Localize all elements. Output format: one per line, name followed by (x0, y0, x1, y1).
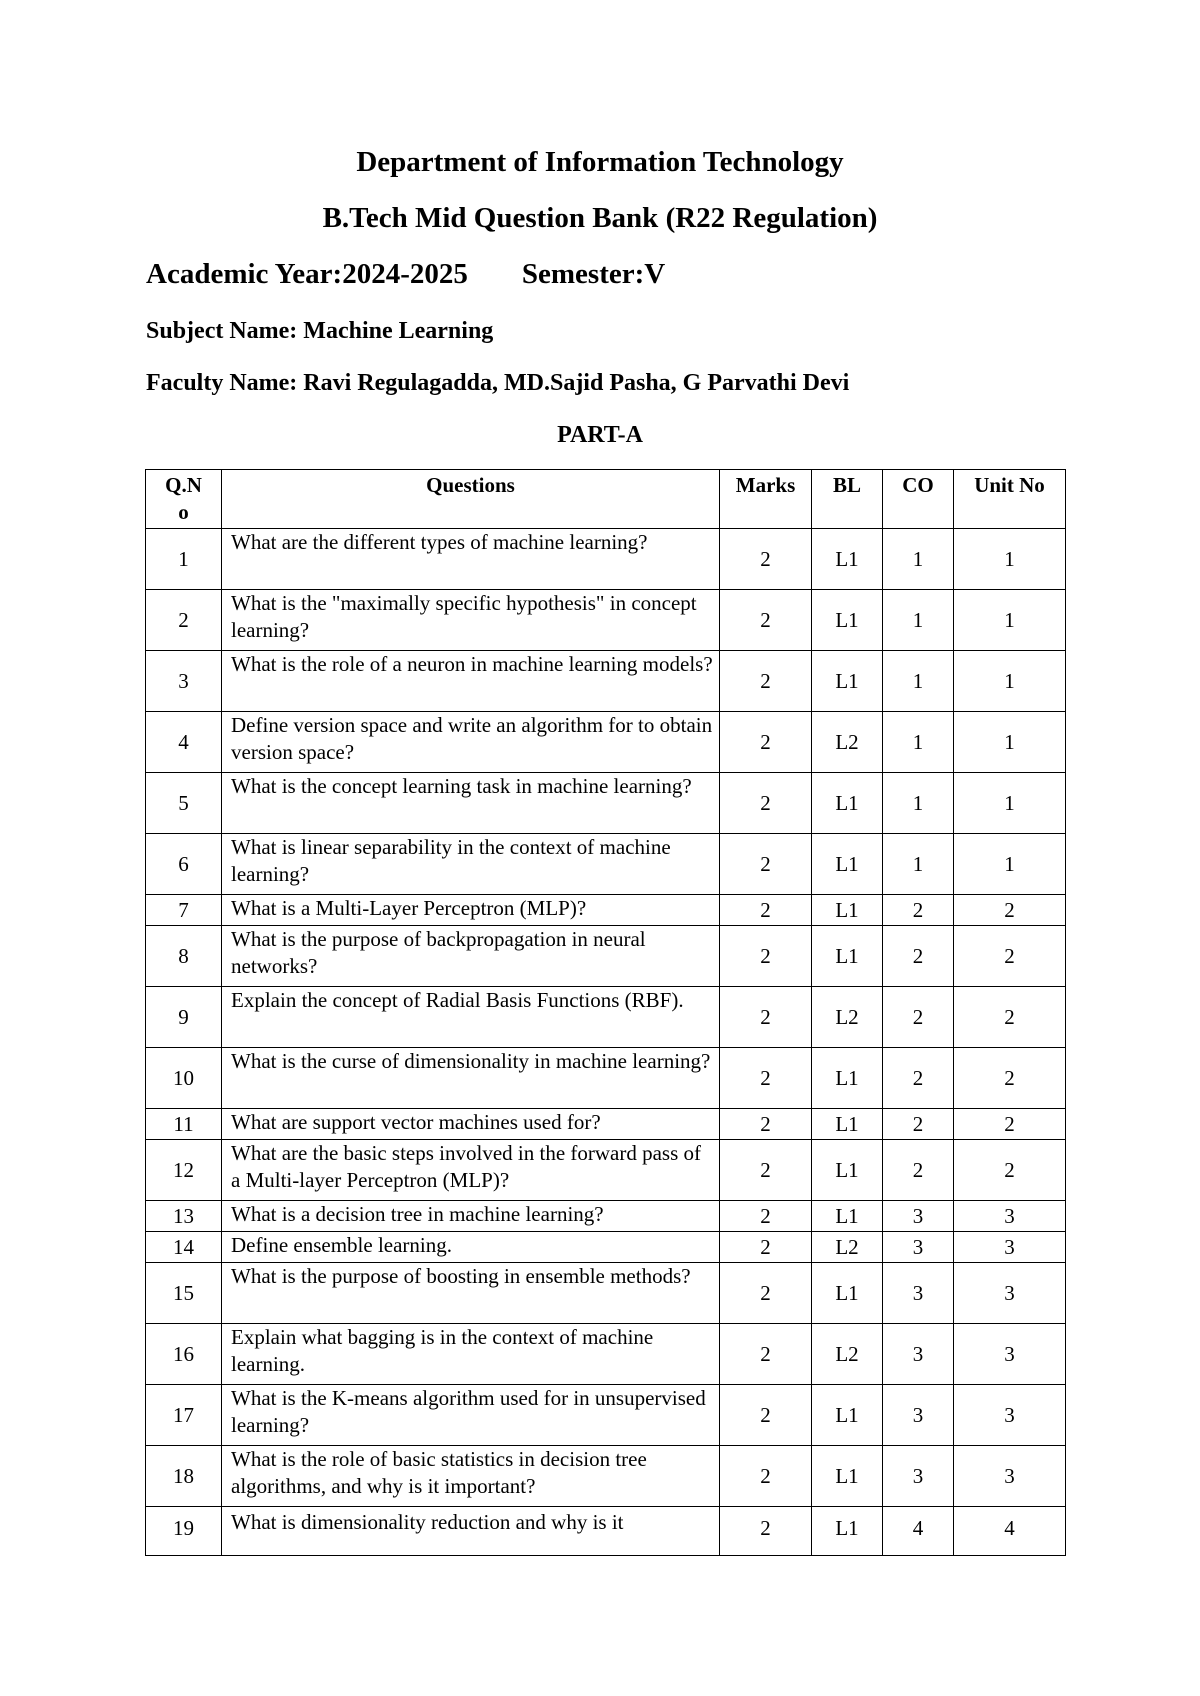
cell-question: Define version space and write an algorithm for to obtain version space? (222, 712, 720, 773)
cell-co: 2 (883, 987, 954, 1048)
table-row (146, 895, 1066, 926)
cell-qno: 4 (146, 712, 222, 773)
cell-bl: L1 (812, 1263, 883, 1324)
cell-question: What is linear separability in the context of machine learning? (222, 834, 720, 895)
cell-question: Define ensemble learning. (222, 1232, 720, 1263)
cell-qno: 16 (146, 1324, 222, 1385)
table-row (146, 1507, 1066, 1556)
cell-marks: 2 (720, 529, 812, 590)
cell-bl: L1 (812, 1109, 883, 1140)
cell-unit-no: 1 (954, 590, 1066, 651)
cell-qno: 3 (146, 651, 222, 712)
cell-marks: 2 (720, 1140, 812, 1201)
table-row (146, 926, 1066, 987)
table-row (146, 1446, 1066, 1507)
subject-name: Subject Name: Machine Learning (146, 318, 494, 344)
cell-marks: 2 (720, 712, 812, 773)
cell-bl: L1 (812, 895, 883, 926)
cell-question: What is the purpose of boosting in ensemble methods? (222, 1263, 720, 1324)
cell-co: 1 (883, 529, 954, 590)
cell-unit-no: 1 (954, 529, 1066, 590)
cell-co: 3 (883, 1324, 954, 1385)
cell-question: What are the basic steps involved in the forward pass of a Multi-layer Perceptron (MLP)? (222, 1140, 720, 1201)
cell-bl: L1 (812, 773, 883, 834)
cell-co: 3 (883, 1263, 954, 1324)
cell-unit-no: 2 (954, 895, 1066, 926)
table-body (146, 529, 1066, 1556)
table-row (146, 590, 1066, 651)
cell-bl: L2 (812, 987, 883, 1048)
cell-qno: 9 (146, 987, 222, 1048)
cell-qno: 18 (146, 1446, 222, 1507)
cell-question: What are support vector machines used for? (222, 1109, 720, 1140)
cell-question: What is the "maximally specific hypothesis" in concept learning? (222, 590, 720, 651)
cell-marks: 2 (720, 1324, 812, 1385)
cell-question: What is the K-means algorithm used for in unsupervised learning? (222, 1385, 720, 1446)
cell-marks: 2 (720, 895, 812, 926)
cell-unit-no: 3 (954, 1263, 1066, 1324)
cell-marks: 2 (720, 1263, 812, 1324)
cell-unit-no: 1 (954, 773, 1066, 834)
cell-question: What is the concept learning task in machine learning? (222, 773, 720, 834)
cell-question: What is a decision tree in machine learning? (222, 1201, 720, 1232)
cell-unit-no: 2 (954, 1140, 1066, 1201)
table-row (146, 1385, 1066, 1446)
cell-qno: 15 (146, 1263, 222, 1324)
table-row (146, 1048, 1066, 1109)
cell-question: What is the curse of dimensionality in machine learning? (222, 1048, 720, 1109)
department-title: Department of Information Technology (356, 146, 844, 178)
cell-bl: L1 (812, 1507, 883, 1556)
cell-unit-no: 3 (954, 1385, 1066, 1446)
cell-bl: L1 (812, 834, 883, 895)
cell-bl: L1 (812, 1048, 883, 1109)
table-row (146, 1324, 1066, 1385)
part-heading: PART-A (557, 422, 643, 448)
cell-marks: 2 (720, 1446, 812, 1507)
cell-marks: 2 (720, 1385, 812, 1446)
cell-marks: 2 (720, 1048, 812, 1109)
cell-co: 4 (883, 1507, 954, 1556)
cell-marks: 2 (720, 987, 812, 1048)
cell-qno: 11 (146, 1109, 222, 1140)
cell-bl: L1 (812, 651, 883, 712)
cell-qno: 13 (146, 1201, 222, 1232)
cell-co: 1 (883, 773, 954, 834)
semester: Semester:V (521, 258, 666, 290)
cell-question: Explain what bagging is in the context of machine learning. (222, 1324, 720, 1385)
cell-co: 2 (883, 895, 954, 926)
table-row (146, 834, 1066, 895)
cell-co: 2 (883, 1109, 954, 1140)
cell-bl: L2 (812, 1232, 883, 1263)
cell-qno: 8 (146, 926, 222, 987)
cell-co: 3 (883, 1385, 954, 1446)
academic-info (146, 258, 665, 291)
cell-marks: 2 (720, 926, 812, 987)
table-row (146, 1232, 1066, 1263)
academic-year: Academic Year:2024-2025 (146, 258, 468, 290)
table-row (146, 1201, 1066, 1232)
cell-marks: 2 (720, 1232, 812, 1263)
cell-marks: 2 (720, 1109, 812, 1140)
table-header-row (146, 470, 1066, 529)
table-row (146, 712, 1066, 773)
cell-marks: 2 (720, 1201, 812, 1232)
cell-marks: 2 (720, 834, 812, 895)
cell-co: 3 (883, 1232, 954, 1263)
cell-unit-no: 3 (954, 1232, 1066, 1263)
cell-bl: L2 (812, 1324, 883, 1385)
cell-bl: L1 (812, 1385, 883, 1446)
cell-co: 1 (883, 834, 954, 895)
cell-unit-no: 2 (954, 1048, 1066, 1109)
cell-marks: 2 (720, 1507, 812, 1556)
cell-bl: L1 (812, 1201, 883, 1232)
cell-unit-no: 1 (954, 712, 1066, 773)
cell-marks: 2 (720, 773, 812, 834)
cell-qno: 1 (146, 529, 222, 590)
question-bank-title: B.Tech Mid Question Bank (R22 Regulation) (322, 202, 878, 234)
header-bl: BL (812, 470, 883, 529)
table-row (146, 651, 1066, 712)
cell-qno: 7 (146, 895, 222, 926)
cell-co: 2 (883, 926, 954, 987)
table-row (146, 529, 1066, 590)
cell-question: What is the purpose of backpropagation in neural networks? (222, 926, 720, 987)
cell-qno: 14 (146, 1232, 222, 1263)
cell-qno: 5 (146, 773, 222, 834)
header-marks: Marks (720, 470, 812, 529)
cell-qno: 19 (146, 1507, 222, 1556)
table-row (146, 1109, 1066, 1140)
table-row (146, 1263, 1066, 1324)
cell-qno: 10 (146, 1048, 222, 1109)
cell-question: What is dimensionality reduction and why is it (222, 1507, 720, 1556)
cell-unit-no: 1 (954, 651, 1066, 712)
cell-unit-no: 1 (954, 834, 1066, 895)
cell-question: What is a Multi-Layer Perceptron (MLP)? (222, 895, 720, 926)
cell-question: What is the role of a neuron in machine learning models? (222, 651, 720, 712)
cell-co: 1 (883, 712, 954, 773)
cell-bl: L1 (812, 590, 883, 651)
cell-co: 1 (883, 651, 954, 712)
cell-marks: 2 (720, 651, 812, 712)
cell-bl: L1 (812, 529, 883, 590)
cell-unit-no: 2 (954, 987, 1066, 1048)
table-row (146, 773, 1066, 834)
cell-unit-no: 2 (954, 1109, 1066, 1140)
cell-co: 1 (883, 590, 954, 651)
cell-bl: L2 (812, 712, 883, 773)
cell-bl: L1 (812, 1446, 883, 1507)
cell-bl: L1 (812, 926, 883, 987)
cell-bl: L1 (812, 1140, 883, 1201)
cell-unit-no: 3 (954, 1324, 1066, 1385)
cell-co: 3 (883, 1201, 954, 1232)
cell-marks: 2 (720, 590, 812, 651)
table-row (146, 987, 1066, 1048)
header-unit-no: Unit No (954, 470, 1066, 529)
faculty-name: Faculty Name: Ravi Regulagadda, MD.Sajid Pasha, G Parvathi Devi (146, 370, 850, 396)
header-co: CO (883, 470, 954, 529)
cell-unit-no: 2 (954, 926, 1066, 987)
cell-unit-no: 3 (954, 1446, 1066, 1507)
cell-co: 2 (883, 1140, 954, 1201)
cell-question: What are the different types of machine learning? (222, 529, 720, 590)
cell-qno: 17 (146, 1385, 222, 1446)
cell-qno: 12 (146, 1140, 222, 1201)
cell-question: Explain the concept of Radial Basis Functions (RBF). (222, 987, 720, 1048)
cell-unit-no: 3 (954, 1201, 1066, 1232)
cell-qno: 2 (146, 590, 222, 651)
header-qno: Q.No (146, 470, 222, 529)
cell-co: 2 (883, 1048, 954, 1109)
cell-question: What is the role of basic statistics in decision tree algorithms, and why is it important? (222, 1446, 720, 1507)
cell-unit-no: 4 (954, 1507, 1066, 1556)
cell-co: 3 (883, 1446, 954, 1507)
question-table (145, 469, 1066, 1556)
table-row (146, 1140, 1066, 1201)
cell-qno: 6 (146, 834, 222, 895)
header-questions: Questions (222, 470, 720, 529)
